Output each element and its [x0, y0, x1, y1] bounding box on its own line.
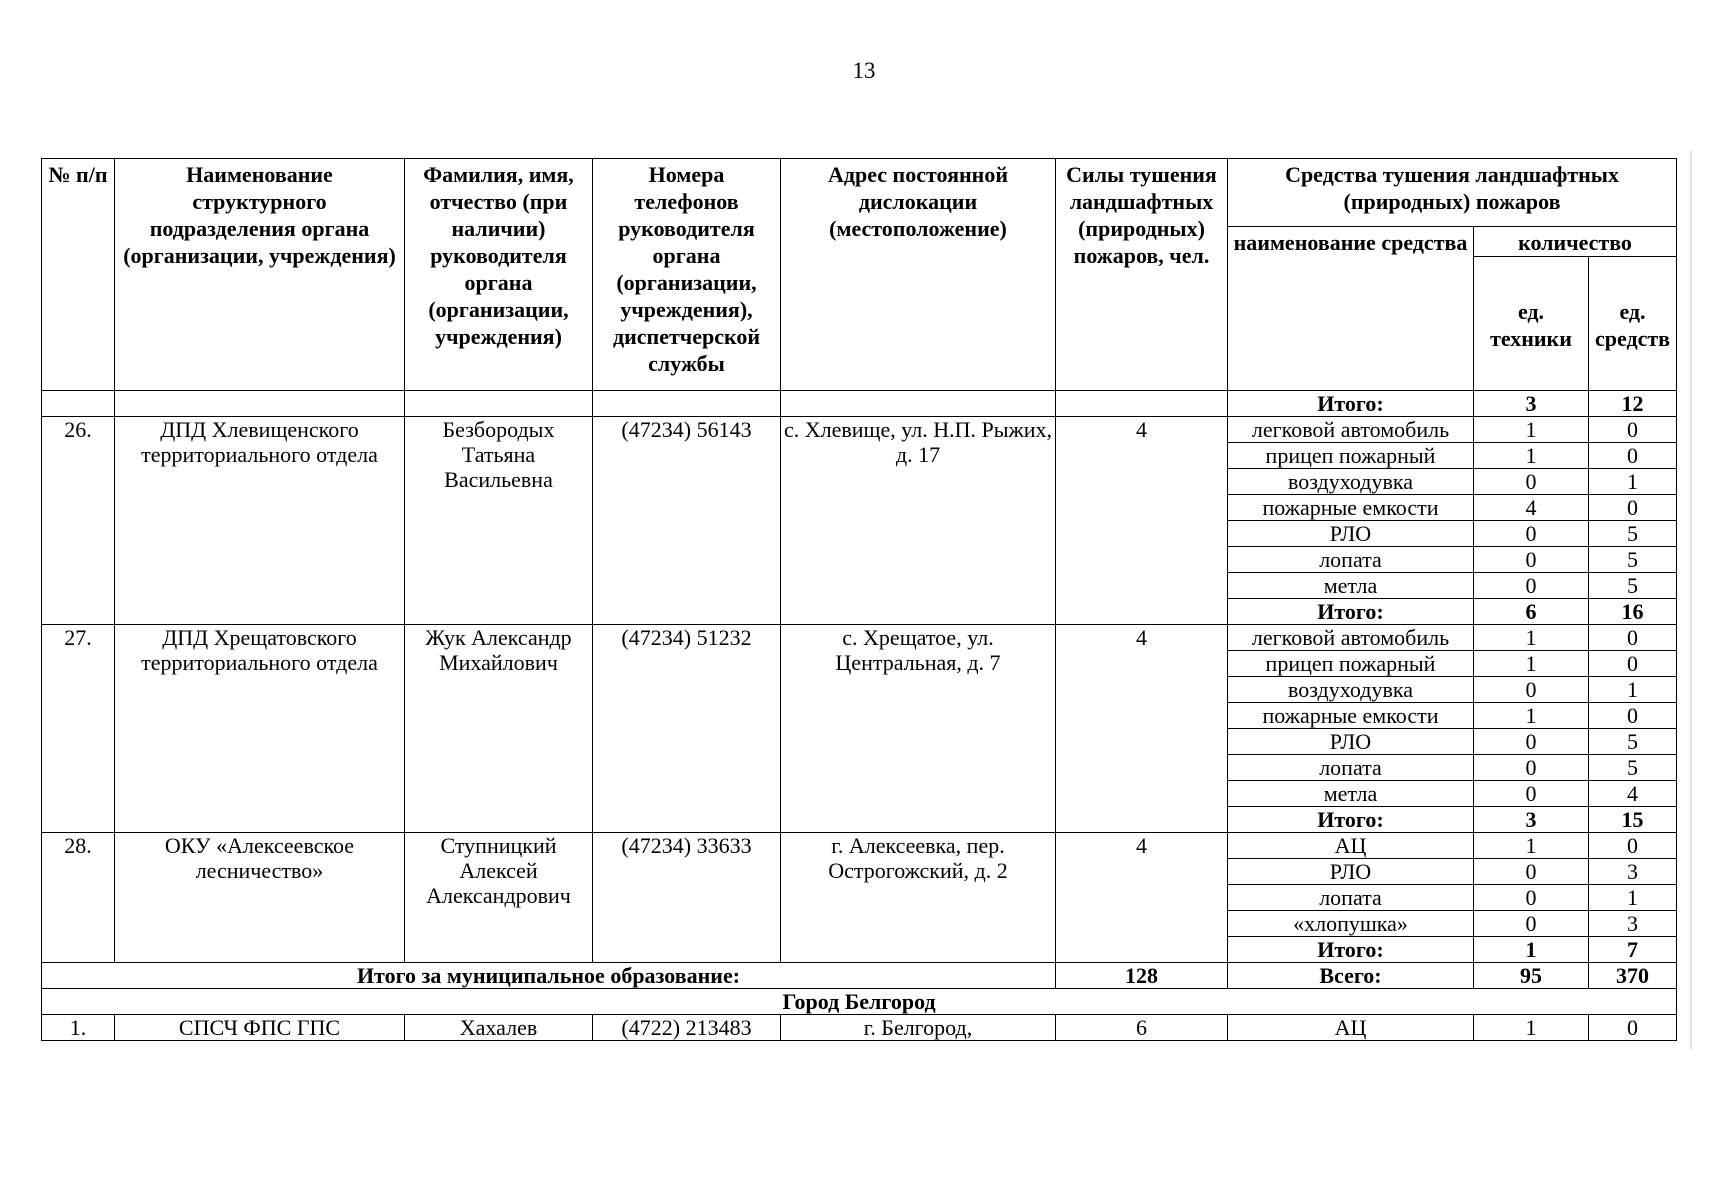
grand-total-name: Всего:: [1228, 963, 1474, 989]
unit-address: с. Хрещатое, ул. Центральная, д. 7: [781, 625, 1056, 833]
means-tech-count: 1: [1474, 625, 1589, 651]
unit-address: г. Белгород,: [781, 1015, 1056, 1041]
means-means-count: 5: [1589, 547, 1677, 573]
empty-cell: [405, 391, 593, 417]
header-address: Адрес постоянной дислокации (местоположение): [781, 159, 1056, 391]
header-forces: Силы тушения ландшафтных (природных) пожаров, чел.: [1056, 159, 1228, 391]
table-row: [42, 1015, 1677, 1041]
means-name: прицеп пожарный: [1228, 443, 1474, 469]
header-means-name: наименование средства: [1228, 227, 1474, 391]
means-tech-count: 1: [1474, 443, 1589, 469]
means-means-count: 5: [1589, 755, 1677, 781]
header-unit: Наименование структурного подразделения органа (организации, учреждения): [115, 159, 405, 391]
means-means-count: 0: [1589, 703, 1677, 729]
means-means-count: 4: [1589, 781, 1677, 807]
unit-head: Ступницкий Алексей Александрович: [405, 833, 593, 963]
unit-num: 1.: [42, 1015, 115, 1041]
means-tech-count: 0: [1474, 521, 1589, 547]
header-head: Фамилия, имя, отчество (при наличии) руководителя органа (организации, учреждения): [405, 159, 593, 391]
unit-head: Жук Александр Михайлович: [405, 625, 593, 833]
table-row: [42, 391, 1677, 417]
table-body: [42, 391, 1677, 1041]
means-means-count: 1: [1589, 469, 1677, 495]
unit-name: СПСЧ ФПС ГПС: [115, 1015, 405, 1041]
header-qty-tech: ед. техники: [1474, 257, 1589, 391]
header-quantity: количество: [1474, 227, 1677, 257]
unit-name: ДПД Хлевищенского территориального отдела: [115, 417, 405, 625]
means-tech-count: 1: [1474, 1015, 1589, 1041]
header-num: № п/п: [42, 159, 115, 391]
header-phones: Номера телефонов руководителя органа (организации, учреждения), диспетчерской службы: [593, 159, 781, 391]
header-qty-means: ед. средств: [1589, 257, 1677, 391]
means-tech-count: 0: [1474, 547, 1589, 573]
grand-total-row: [42, 963, 1677, 989]
unit-num: 26.: [42, 417, 115, 625]
means-name: пожарные емкости: [1228, 703, 1474, 729]
means-tech-count: 0: [1474, 885, 1589, 911]
means-name: Итого:: [1228, 807, 1474, 833]
means-tech-count: 1: [1474, 417, 1589, 443]
means-name: РЛО: [1228, 521, 1474, 547]
empty-cell: [42, 391, 115, 417]
means-name: прицеп пожарный: [1228, 651, 1474, 677]
means-means-count: 1: [1589, 677, 1677, 703]
unit-forces: 4: [1056, 417, 1228, 625]
empty-cell: [1056, 391, 1228, 417]
means-name: Итого:: [1228, 937, 1474, 963]
means-name: воздуходувка: [1228, 677, 1474, 703]
means-name: АЦ: [1228, 833, 1474, 859]
grand-total-label: Итого за муниципальное образование:: [42, 963, 1056, 989]
unit-phone: (47234) 33633: [593, 833, 781, 963]
means-name: метла: [1228, 781, 1474, 807]
means-means-count: 0: [1589, 1015, 1677, 1041]
means-name: лопата: [1228, 885, 1474, 911]
unit-name: ОКУ «Алексеевское лесничество»: [115, 833, 405, 963]
grand-total-tech: 95: [1474, 963, 1589, 989]
means-name: «хлопушка»: [1228, 911, 1474, 937]
means-name: легковой автомобиль: [1228, 417, 1474, 443]
means-name: легковой автомобиль: [1228, 625, 1474, 651]
means-means-count: 1: [1589, 885, 1677, 911]
unit-forces: 4: [1056, 625, 1228, 833]
means-name: метла: [1228, 573, 1474, 599]
means-means-count: 5: [1589, 729, 1677, 755]
means-means-count: 0: [1589, 443, 1677, 469]
means-tech-count: 6: [1474, 599, 1589, 625]
unit-name: ДПД Хрещатовского территориального отдела: [115, 625, 405, 833]
means-name: пожарные емкости: [1228, 495, 1474, 521]
means-means-count: 5: [1589, 573, 1677, 599]
means-means-count: 16: [1589, 599, 1677, 625]
means-means-count: 0: [1589, 651, 1677, 677]
table-row: [42, 625, 1677, 651]
means-tech-count: 1: [1474, 651, 1589, 677]
section-title: Город Белгород: [42, 989, 1677, 1015]
means-means-count: 3: [1589, 859, 1677, 885]
unit-head: Хахалев: [405, 1015, 593, 1041]
unit-phone: (47234) 51232: [593, 625, 781, 833]
means-tech-count: 0: [1474, 677, 1589, 703]
means-means-count: 0: [1589, 625, 1677, 651]
means-tech-count: 1: [1474, 703, 1589, 729]
means-means-count: 5: [1589, 521, 1677, 547]
carry-total-label: Итого:: [1228, 391, 1474, 417]
means-name: воздуходувка: [1228, 469, 1474, 495]
empty-cell: [781, 391, 1056, 417]
empty-cell: [115, 391, 405, 417]
means-means-count: 15: [1589, 807, 1677, 833]
means-name: РЛО: [1228, 729, 1474, 755]
unit-num: 28.: [42, 833, 115, 963]
means-tech-count: 0: [1474, 573, 1589, 599]
unit-forces: 6: [1056, 1015, 1228, 1041]
means-tech-count: 1: [1474, 937, 1589, 963]
means-means-count: 3: [1589, 911, 1677, 937]
means-tech-count: 0: [1474, 911, 1589, 937]
unit-address: с. Хлевище, ул. Н.П. Рыжих, д. 17: [781, 417, 1056, 625]
scan-edge-line: [1690, 150, 1692, 1050]
means-name: АЦ: [1228, 1015, 1474, 1041]
means-means-count: 0: [1589, 417, 1677, 443]
unit-phone: (47234) 56143: [593, 417, 781, 625]
table-row: [42, 417, 1677, 443]
unit-forces: 4: [1056, 833, 1228, 963]
unit-head: Безбородых Татьяна Васильевна: [405, 417, 593, 625]
table-header: [42, 159, 1677, 391]
means-tech-count: 4: [1474, 495, 1589, 521]
means-tech-count: 0: [1474, 469, 1589, 495]
means-means-count: 0: [1589, 833, 1677, 859]
page-number: 13: [852, 58, 876, 83]
unit-phone: (4722) 213483: [593, 1015, 781, 1041]
fire-means-table: [41, 158, 1677, 1041]
grand-total-means: 370: [1589, 963, 1677, 989]
means-tech-count: 0: [1474, 859, 1589, 885]
empty-cell: [593, 391, 781, 417]
carry-total-means: 12: [1589, 391, 1677, 417]
means-name: РЛО: [1228, 859, 1474, 885]
means-tech-count: 0: [1474, 755, 1589, 781]
means-means-count: 7: [1589, 937, 1677, 963]
means-tech-count: 0: [1474, 781, 1589, 807]
means-tech-count: 3: [1474, 807, 1589, 833]
means-name: лопата: [1228, 547, 1474, 573]
grand-total-forces: 128: [1056, 963, 1228, 989]
unit-address: г. Алексеевка, пер. Острогожский, д. 2: [781, 833, 1056, 963]
table-row: [42, 833, 1677, 859]
header-means: Средства тушения ландшафтных (природных) пожаров: [1228, 159, 1677, 227]
means-means-count: 0: [1589, 495, 1677, 521]
section-row: [42, 989, 1677, 1015]
unit-num: 27.: [42, 625, 115, 833]
means-name: лопата: [1228, 755, 1474, 781]
means-name: Итого:: [1228, 599, 1474, 625]
carry-total-tech: 3: [1474, 391, 1589, 417]
means-tech-count: 0: [1474, 729, 1589, 755]
means-tech-count: 1: [1474, 833, 1589, 859]
